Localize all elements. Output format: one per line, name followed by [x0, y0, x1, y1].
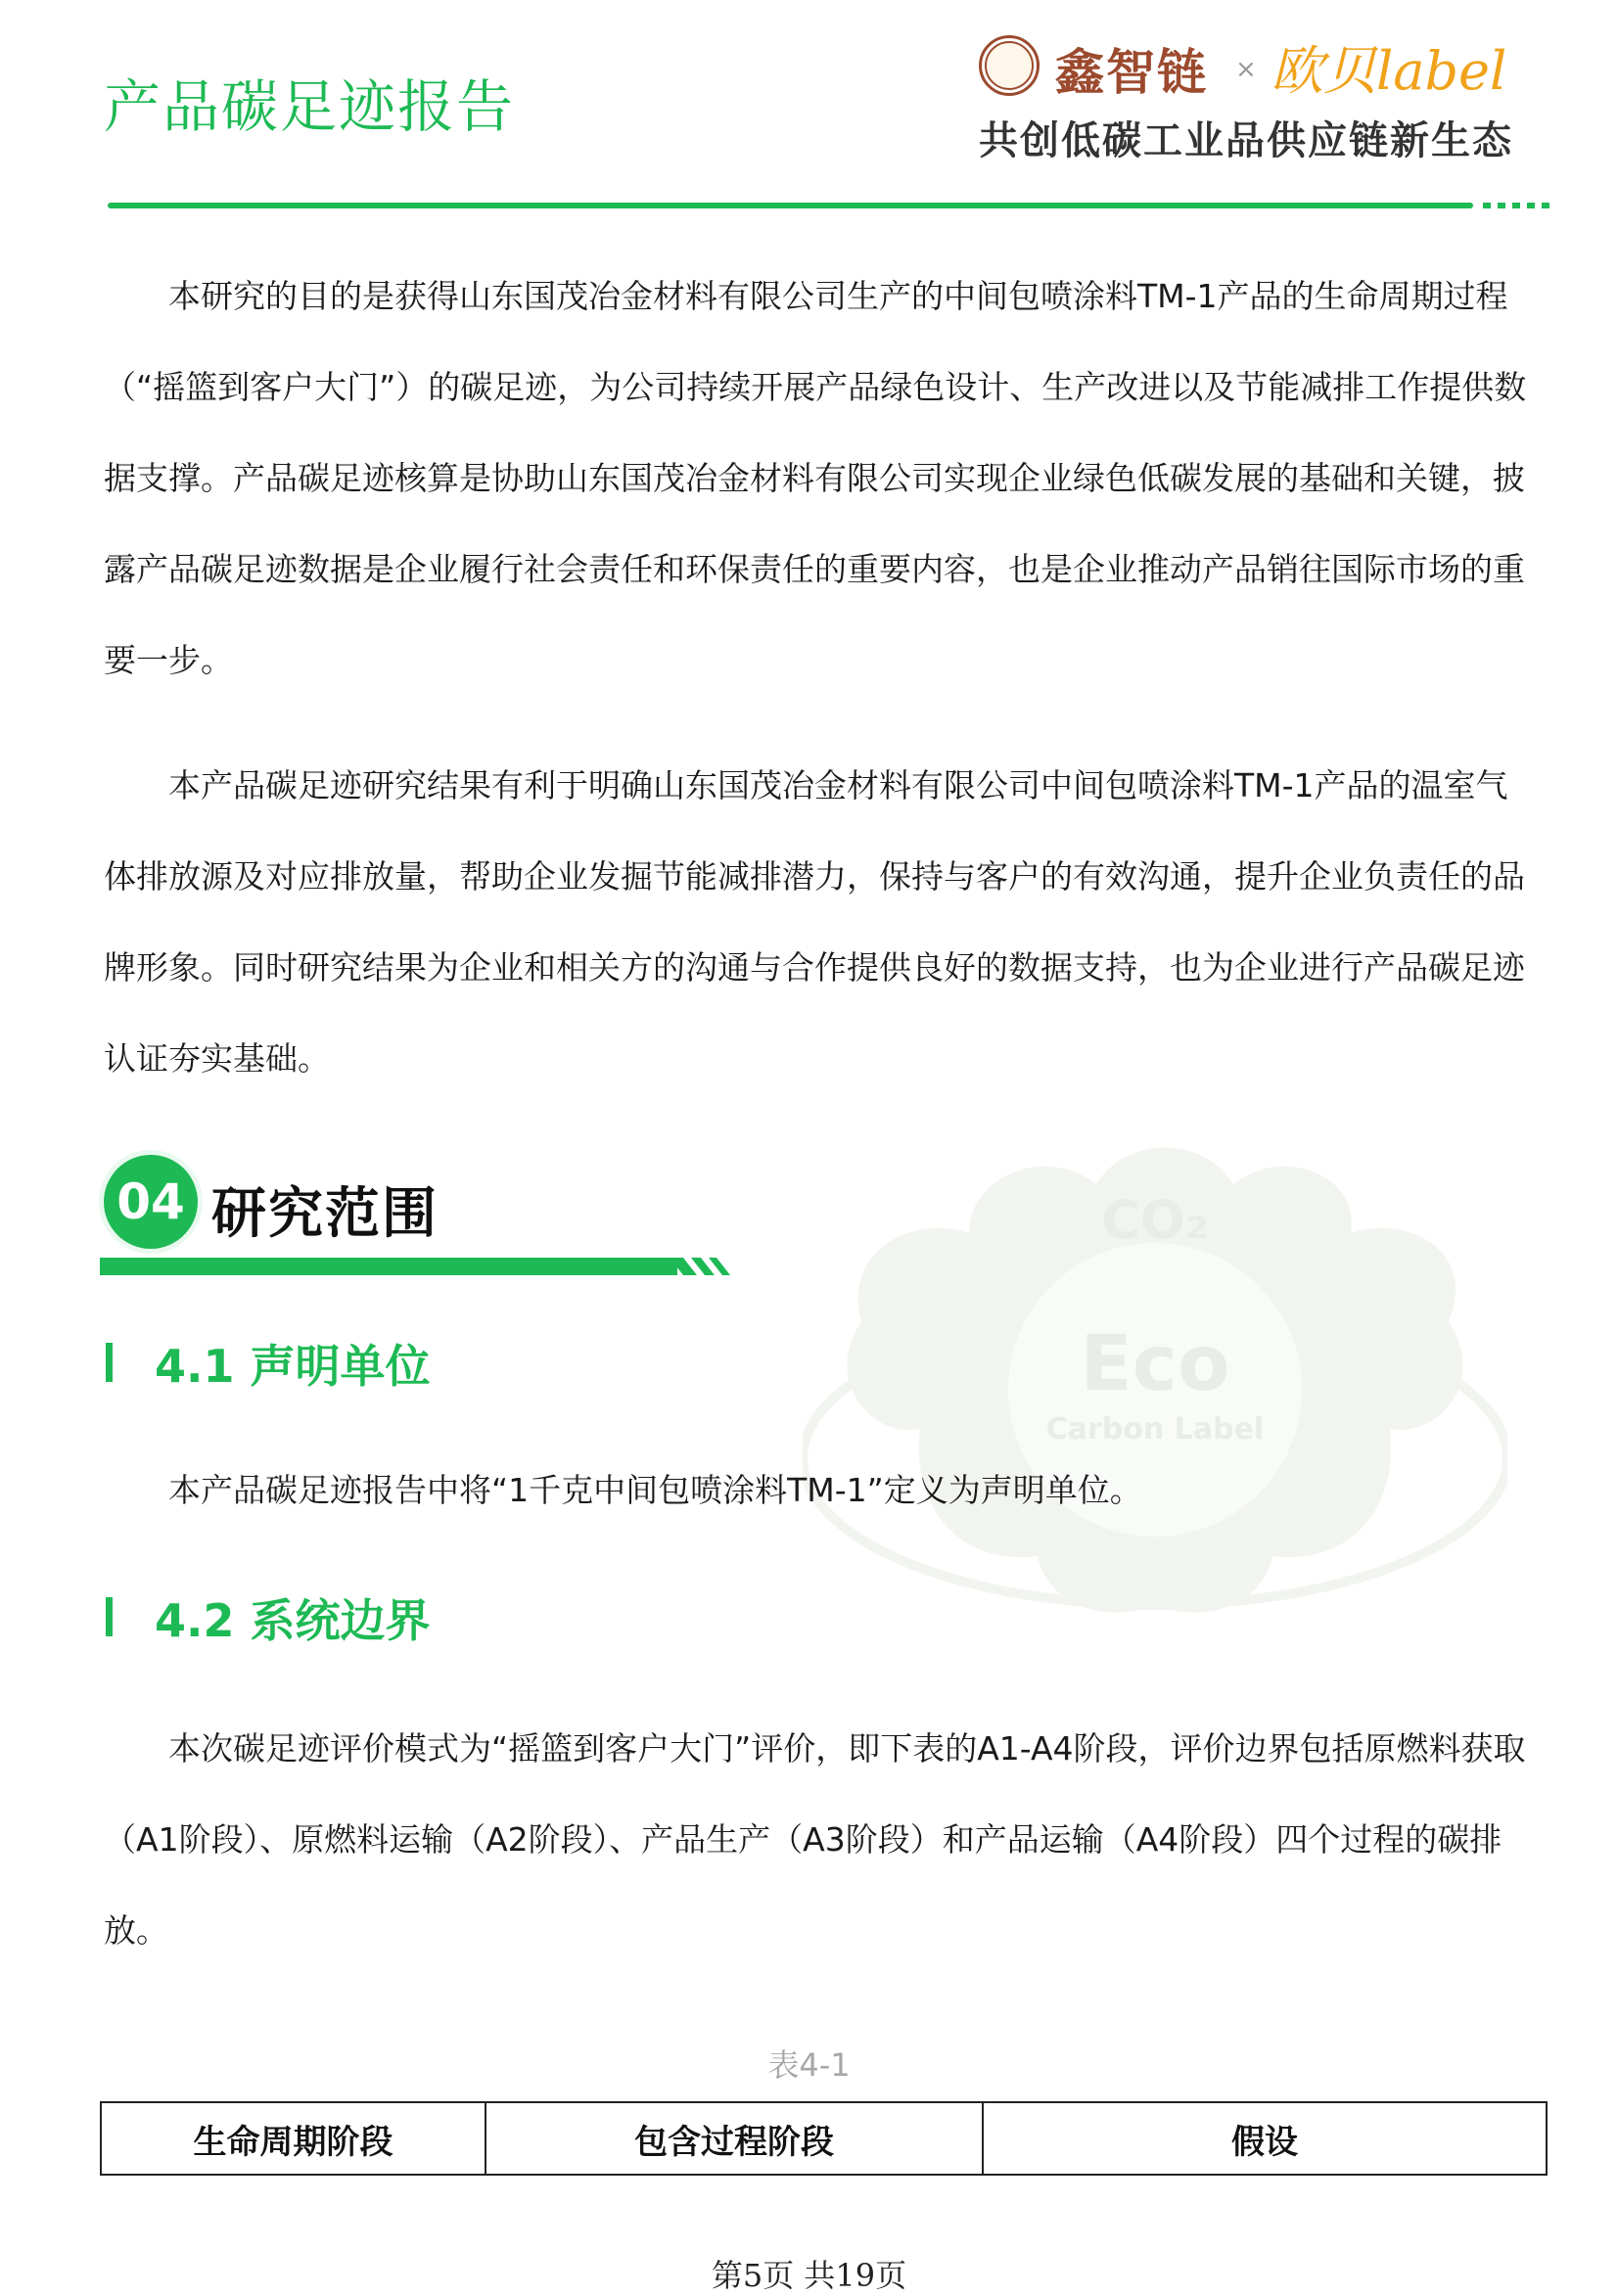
intro-paragraph-2: 本产品碳足迹研究结果有利于明确山东国茂冶金材料有限公司中间包喷涂料TM-1产品的温室气体排放源及对应排放量，帮助企业发掘节能减排潜力，保持与客户的有效沟通，提升企业负责任的品牌形象。同时研究结果为企业和相关方的沟通与合作提供良好的数据支持，也为企业进行产品碳足迹认证夯实基础。: [104, 766, 1525, 1078]
subsection-4-2-body: 本次碳足迹评价模式为“摇篮到客户大门”评价，即下表的A1-A4阶段，评价边界包括原燃料获取（A1阶段）、原燃料运输（A2阶段）、产品生产（A3阶段）和产品运输（A4阶段）四个过程的碳排放。: [104, 1729, 1526, 1950]
subsection-title-4-1: 4.1 声明单位: [155, 1340, 431, 1393]
brand-logo: [979, 35, 1527, 162]
eco-carbon-label-watermark: [803, 1135, 1507, 1644]
section-number-badge: 04: [104, 1155, 198, 1249]
subsection-marker: [106, 1597, 113, 1636]
header-divider-dots: [1483, 203, 1549, 208]
watermark-eco: Eco: [1080, 1320, 1230, 1408]
section-underline: [100, 1258, 677, 1275]
table-header-assumption: 假设: [1231, 2122, 1298, 2162]
intro-paragraph-1: 本研究的目的是获得山东国茂冶金材料有限公司生产的中间包喷涂料TM-1产品的生命周期过程（“摇篮到客户大门”）的碳足迹，为公司持续开展产品绿色设计、生产改进以及节能减排工作提供数据支撑。产品碳足迹核算是协助山东国茂冶金材料有限公司实现企业绿色低碳发展的基础和关键，披露产品碳足迹数据是企业履行社会责任和环保责任的重要内容，也是企业推动产品销往国际市场的重要一步。: [104, 277, 1527, 679]
table-header-included-process: 包含过程阶段: [486, 2103, 984, 2174]
section-title: 研究范围: [211, 1182, 439, 1246]
header-divider: [108, 203, 1473, 208]
watermark-co2: CO₂: [1101, 1189, 1209, 1251]
partner-name: 欧贝label: [1271, 40, 1507, 102]
section-underline-stripes: [636, 1258, 744, 1275]
table-caption: 表4-1: [767, 2046, 851, 2084]
brand-separator: ×: [1235, 55, 1257, 84]
subsection-4-1-body: 本产品碳足迹报告中将“1千克中间包喷涂料TM-1”定义为声明单位。: [168, 1471, 1142, 1509]
subsection-title-4-2: 4.2 系统边界: [155, 1594, 431, 1647]
seal-icon: [979, 35, 1040, 96]
lifecycle-table: [100, 2101, 1548, 2176]
page-number: 第5页 共19页: [711, 2257, 907, 2294]
brand-name: 鑫智链: [1055, 44, 1208, 101]
document-title: 产品碳足迹报告: [104, 73, 516, 140]
table-header-lifecycle-stage: 生命周期阶段: [102, 2103, 486, 2174]
watermark-carbon-label: Carbon Label: [1045, 1412, 1265, 1446]
brand-slogan: 共创低碳工业品供应链新生态: [979, 118, 1513, 163]
subsection-marker: [106, 1343, 113, 1382]
